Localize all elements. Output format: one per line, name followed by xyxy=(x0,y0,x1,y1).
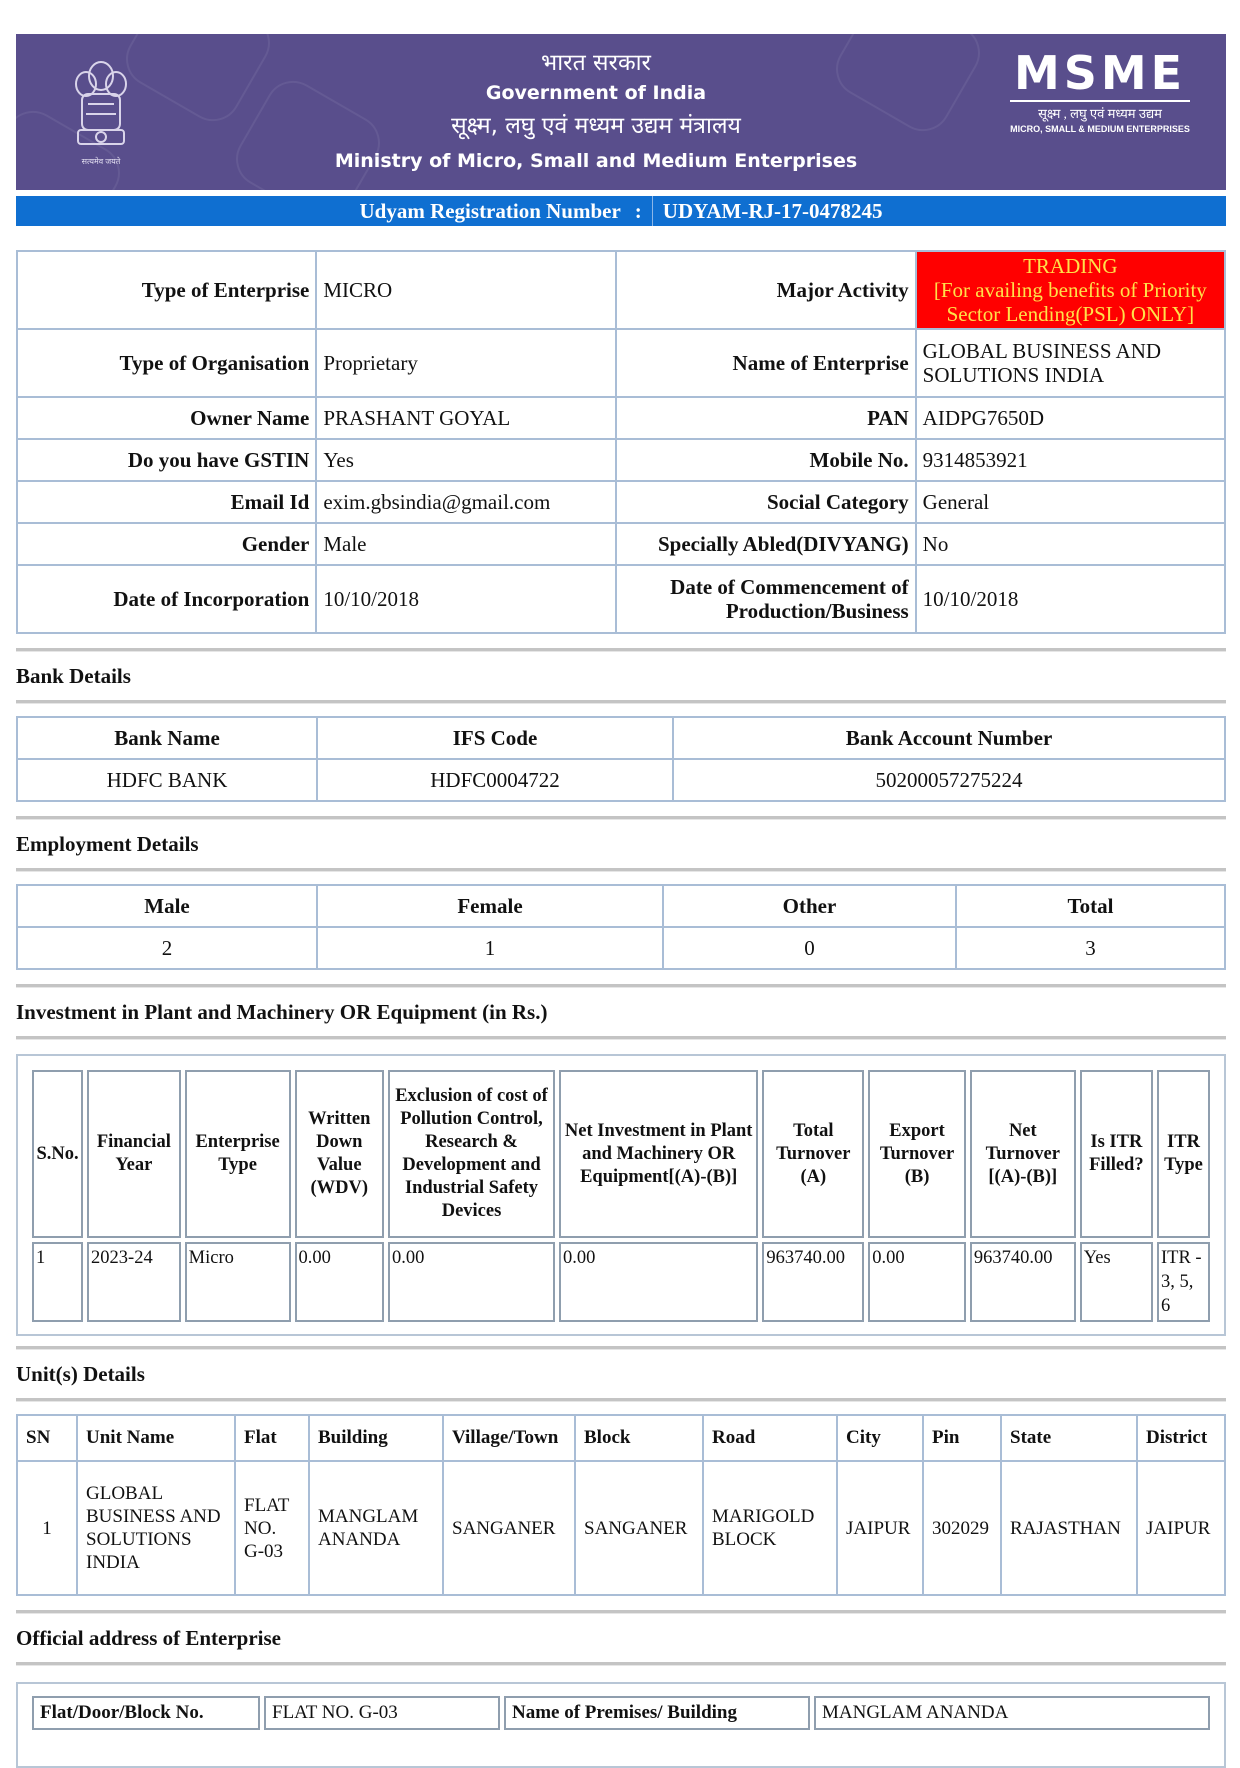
unit-state: RAJASTHAN xyxy=(1001,1461,1137,1595)
msme-logo-english: MICRO, SMALL & MEDIUM ENTERPRISES xyxy=(1010,124,1190,134)
column-header: Bank Name xyxy=(17,717,317,759)
column-header: Pin xyxy=(923,1415,1001,1461)
column-header: Village/Town xyxy=(443,1415,575,1461)
column-header: Is ITR Filled? xyxy=(1080,1070,1153,1238)
gender-value: Male xyxy=(316,523,616,565)
bank-details-title: Bank Details xyxy=(16,664,131,688)
premises-label: Name of Premises/ Building xyxy=(504,1696,810,1730)
column-header: SN xyxy=(17,1415,77,1461)
major-activity-note: [For availing benefits of Priority Sector Lending(PSL) ONLY] xyxy=(933,278,1207,326)
major-activity-label: Major Activity xyxy=(616,251,916,329)
table-row xyxy=(32,1696,1210,1730)
unit-village: SANGANER xyxy=(443,1461,575,1595)
table-header-row xyxy=(17,1415,1225,1461)
table-row xyxy=(17,481,1225,523)
unit-city: JAIPUR xyxy=(837,1461,923,1595)
govt-title: Government of India xyxy=(485,82,707,104)
ministry-banner xyxy=(16,34,1226,190)
units-title: Unit(s) Details xyxy=(16,1362,145,1386)
social-category-value: General xyxy=(916,481,1225,523)
employment-details-table xyxy=(16,884,1226,970)
column-header: Total xyxy=(956,885,1225,927)
table-row xyxy=(17,251,1225,329)
mobile-label: Mobile No. xyxy=(616,439,916,481)
major-activity-type: TRADING xyxy=(1023,254,1118,278)
divider xyxy=(16,700,1226,704)
account-number: 50200057275224 xyxy=(673,759,1225,801)
other-count: 0 xyxy=(663,927,956,969)
emblem-motto: सत्यमेव जयते xyxy=(81,157,121,166)
unit-flat: FLAT NO. G-03 xyxy=(235,1461,309,1595)
registration-number-bar xyxy=(16,196,1226,226)
bank-name: HDFC BANK xyxy=(17,759,317,801)
column-header: Bank Account Number xyxy=(673,717,1225,759)
column-header: Male xyxy=(17,885,317,927)
column-header: Enterprise Type xyxy=(185,1070,291,1238)
investment-table-container xyxy=(16,1054,1226,1336)
table-row xyxy=(17,523,1225,565)
divider xyxy=(16,868,1226,872)
date-incorporation-value: 10/10/2018 xyxy=(316,565,616,633)
type-of-organisation-value: Proprietary xyxy=(316,329,616,397)
pan-label: PAN xyxy=(616,397,916,439)
govt-title-hindi: भारत सरकार xyxy=(541,50,651,76)
date-commencement-value: 10/10/2018 xyxy=(916,565,1225,633)
ministry-title: Ministry of Micro, Small and Medium Enterprises xyxy=(334,150,858,172)
column-header: Unit Name xyxy=(77,1415,235,1461)
total-turnover: 963740.00 xyxy=(762,1242,864,1322)
gender-label: Gender xyxy=(17,523,316,565)
social-category-label: Social Category xyxy=(616,481,916,523)
table-row xyxy=(17,565,1225,633)
national-emblem-icon xyxy=(66,54,136,174)
type-of-organisation-label: Type of Organisation xyxy=(17,329,316,397)
name-of-enterprise-label: Name of Enterprise xyxy=(616,329,916,397)
name-of-enterprise-value: GLOBAL BUSINESS AND SOLUTIONS INDIA xyxy=(916,329,1225,397)
exclusion-cost: 0.00 xyxy=(388,1242,555,1322)
official-address-title: Official address of Enterprise xyxy=(16,1626,282,1650)
column-header: IFS Code xyxy=(317,717,673,759)
male-count: 2 xyxy=(17,927,317,969)
column-header: Export Turnover (B) xyxy=(868,1070,966,1238)
column-header: ITR Type xyxy=(1157,1070,1210,1238)
itr-type: ITR - 3, 5, 6 xyxy=(1157,1242,1210,1322)
owner-name-label: Owner Name xyxy=(17,397,316,439)
email-value: exim.gbsindia@gmail.com xyxy=(316,481,616,523)
column-header: Written Down Value (WDV) xyxy=(295,1070,385,1238)
email-label: Email Id xyxy=(17,481,316,523)
specially-abled-label: Specially Abled(DIVYANG) xyxy=(616,523,916,565)
enterprise-type: Micro xyxy=(185,1242,291,1322)
specially-abled-value: No xyxy=(916,523,1225,565)
table-header-row xyxy=(17,717,1225,759)
gstin-label: Do you have GSTIN xyxy=(17,439,316,481)
serial-number: 1 xyxy=(32,1242,83,1322)
investment-table xyxy=(28,1066,1214,1326)
msme-logo-mark: MSME xyxy=(1013,46,1187,100)
official-address-container xyxy=(16,1682,1226,1768)
premises-value: MANGLAM ANANDA xyxy=(814,1696,1210,1730)
unit-pin: 302029 xyxy=(923,1461,1001,1595)
logo-rule xyxy=(1010,100,1190,102)
type-of-enterprise-label: Type of Enterprise xyxy=(17,251,316,329)
table-row xyxy=(32,1242,1210,1322)
table-row xyxy=(17,927,1225,969)
employment-details-title: Employment Details xyxy=(16,832,199,856)
bank-details-table xyxy=(16,716,1226,802)
column-header: Total Turnover (A) xyxy=(762,1070,864,1238)
table-row xyxy=(17,759,1225,801)
owner-name-value: PRASHANT GOYAL xyxy=(316,397,616,439)
official-address-table xyxy=(28,1696,1214,1730)
pan-value: AIDPG7650D xyxy=(916,397,1225,439)
flat-value: FLAT NO. G-03 xyxy=(264,1696,500,1730)
column-header: Exclusion of cost of Pollution Control, Research & Development and Industrial Safety Devices xyxy=(388,1070,555,1238)
column-header: Building xyxy=(309,1415,443,1461)
divider xyxy=(16,1398,1226,1402)
unit-block: SANGANER xyxy=(575,1461,703,1595)
banner-titles xyxy=(316,48,876,178)
enterprise-details-table xyxy=(16,250,1226,634)
ministry-title-hindi: सूक्ष्म, लघु एवं मध्यम उद्यम मंत्रालय xyxy=(451,113,741,139)
unit-name: GLOBAL BUSINESS AND SOLUTIONS INDIA xyxy=(77,1461,235,1595)
financial-year: 2023-24 xyxy=(87,1242,181,1322)
divider xyxy=(16,1662,1226,1666)
column-header: Flat xyxy=(235,1415,309,1461)
column-header: Road xyxy=(703,1415,837,1461)
registration-label: Udyam Registration Number xyxy=(359,199,621,223)
unit-building: MANGLAM ANANDA xyxy=(309,1461,443,1595)
total-count: 3 xyxy=(956,927,1225,969)
udyam-certificate-page xyxy=(16,34,1226,1768)
column-header: Net Turnover [(A)-(B)] xyxy=(970,1070,1076,1238)
date-commencement-label: Date of Commencement of Production/Business xyxy=(616,565,916,633)
table-header-row xyxy=(17,885,1225,927)
msme-logo xyxy=(1010,48,1190,136)
column-header: Female xyxy=(317,885,663,927)
column-header: Net Investment in Plant and Machinery OR Equipment[(A)-(B)] xyxy=(559,1070,758,1238)
registration-separator: : xyxy=(635,196,653,226)
units-table xyxy=(16,1414,1226,1596)
gstin-value: Yes xyxy=(316,439,616,481)
ifs-code: HDFC0004722 xyxy=(317,759,673,801)
column-header: Block xyxy=(575,1415,703,1461)
column-header: Other xyxy=(663,885,956,927)
major-activity-value xyxy=(916,251,1225,329)
investment-title: Investment in Plant and Machinery OR Equipment (in Rs.) xyxy=(16,1000,548,1024)
divider xyxy=(16,1036,1226,1040)
table-header-row xyxy=(32,1070,1210,1238)
column-header: City xyxy=(837,1415,923,1461)
column-header: S.No. xyxy=(32,1070,83,1238)
table-row xyxy=(17,397,1225,439)
wdv-value: 0.00 xyxy=(295,1242,385,1322)
msme-logo-hindi: सूक्ष्म , लघु एवं मध्यम उद्यम xyxy=(1038,106,1162,121)
unit-road: MARIGOLD BLOCK xyxy=(703,1461,837,1595)
female-count: 1 xyxy=(317,927,663,969)
itr-filled: Yes xyxy=(1080,1242,1153,1322)
table-row xyxy=(17,1461,1225,1595)
export-turnover: 0.00 xyxy=(868,1242,966,1322)
column-header: Financial Year xyxy=(87,1070,181,1238)
unit-district: JAIPUR xyxy=(1137,1461,1225,1595)
table-row xyxy=(17,329,1225,397)
unit-sn: 1 xyxy=(17,1461,77,1595)
net-investment: 0.00 xyxy=(559,1242,758,1322)
flat-label: Flat/Door/Block No. xyxy=(32,1696,260,1730)
column-header: State xyxy=(1001,1415,1137,1461)
type-of-enterprise-value: MICRO xyxy=(316,251,616,329)
net-turnover: 963740.00 xyxy=(970,1242,1076,1322)
registration-number: UDYAM-RJ-17-0478245 xyxy=(662,199,883,223)
mobile-value: 9314853921 xyxy=(916,439,1225,481)
date-incorporation-label: Date of Incorporation xyxy=(17,565,316,633)
table-row xyxy=(17,439,1225,481)
column-header: District xyxy=(1137,1415,1225,1461)
